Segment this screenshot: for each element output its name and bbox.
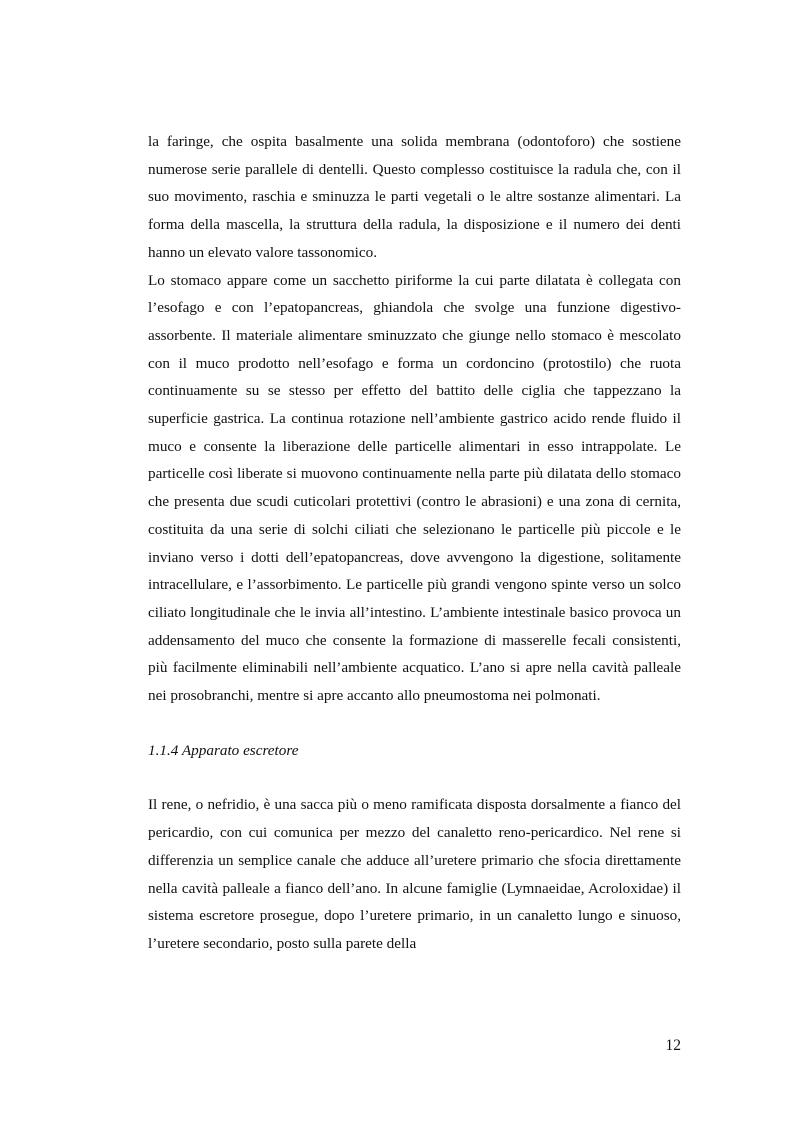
section-heading: 1.1.4 Apparato escretore <box>148 741 299 759</box>
paragraph-rene: Il rene, o nefridio, è una sacca più o meno ramificata disposta dorsalmente a fianco del pericardio, con cui comunica per mezzo del canaletto reno-pericardico. Nel rene si differenzia un semplice canale che adduce all’uretere primario che sfocia direttamente nella cavità palleale a fianco dell’ano. In alcune famiglie (Lymnaeidae, Acroloxidae) il sistema escretore prosegue, dopo l’uretere primario, in un canaletto lungo e sinuoso, l’uretere secondario, posto sulla parete della <box>148 796 681 952</box>
paragraph-radula: la faringe, che ospita basalmente una solida membrana (odontoforo) che sostiene numerose serie parallele di dentelli. Questo complesso costituisce la radula che, con il suo movimento, raschia e sminuzza le parti vegetali o le altre sostanze alimentari. La forma della mascella, la struttura della radula, la disposizione e il numero dei denti hanno un elevato valore tassonomico. <box>148 133 681 261</box>
paragraph-stomaco: Lo stomaco appare come un sacchetto piriforme la cui parte dilatata è collegata con l’esofago e con l’epatopancreas, ghiandola che svolge una funzione digestivo-assorbente. Il materiale alimentare sminuzzato che giunge nello stomaco è mescolato con il muco prodotto nell’esofago e forma un cordoncino (protostilo) che ruota continuamente su se stesso per effetto del battito delle ciglia che tappezzano la superficie gastrica. La continua rotazione nell’ambiente gastrico acido rende fluido il muco e consente la liberazione delle particelle alimentari in esso intrappolate. Le particelle così liberate si muovono continuamente nella parte più dilatata dello stomaco che presenta due scudi cuticolari protettivi (contro le abrasioni) e una zona di cernita, costituita da una serie di solchi ciliati che selezionano le particelle più piccole e le inviano verso i dotti dell’epatopancreas, dove avvengono la digestione, solitamente intracellulare, e l’assorbimento. Le particelle più grandi vengono spinte verso un solco ciliato longitudinale che le invia all’intestino. L’ambiente intestinale basico provoca un addensamento del muco che consente la formazione di masserelle fecali consistenti, più facilmente eliminabili nell’ambiente acquatico. L’ano si apre nella cavità palleale nei prosobranchi, mentre si apre accanto allo pneumostoma nei polmonati. <box>148 271 681 705</box>
page-body <box>148 128 681 958</box>
page-number: 12 <box>665 1037 681 1054</box>
